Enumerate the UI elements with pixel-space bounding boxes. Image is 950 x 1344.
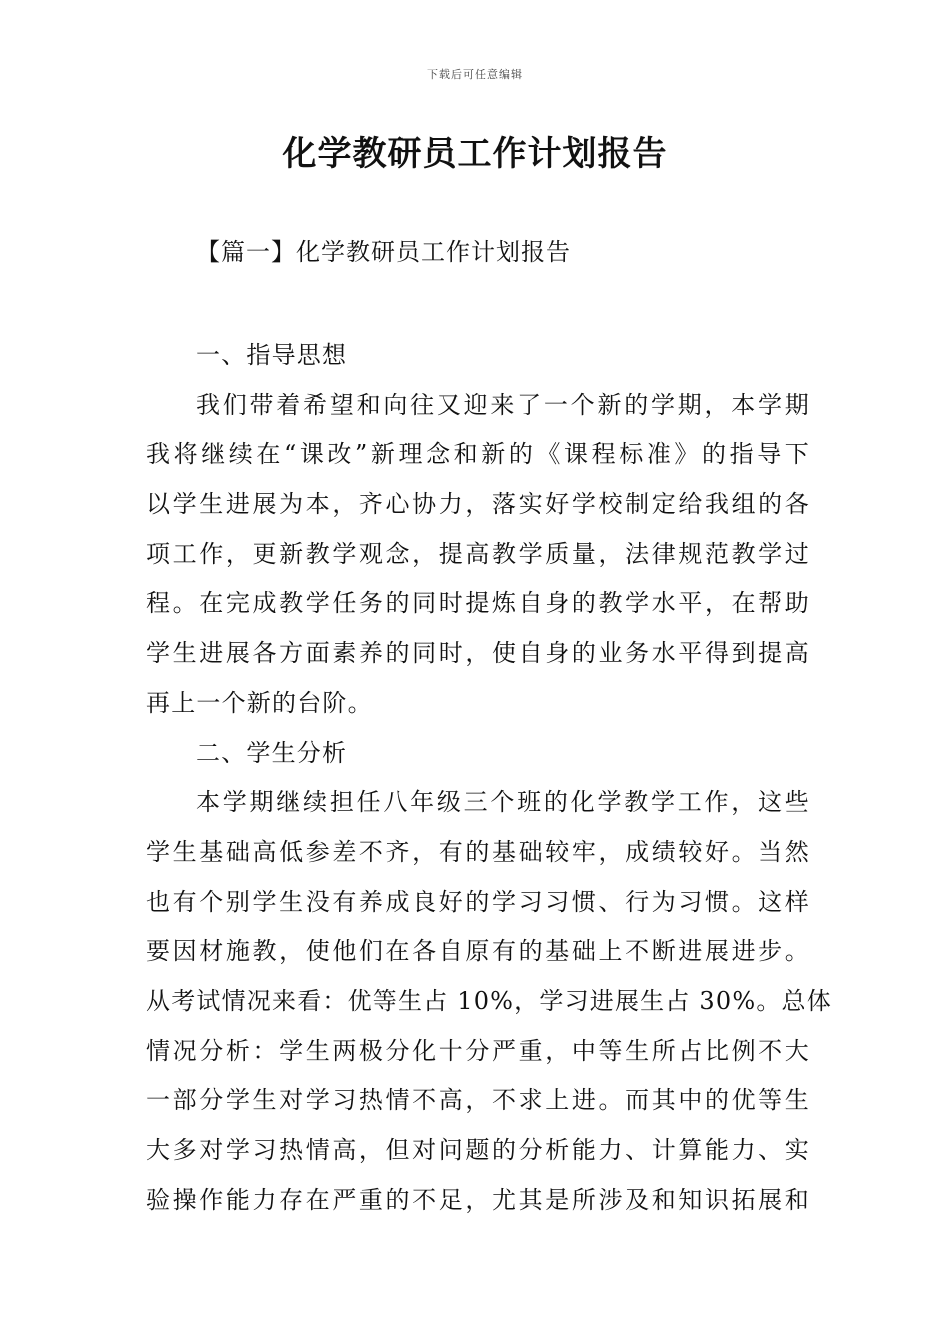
paragraph-line: 大多对学习热情高，但对问题的分析能力、计算能力、实 bbox=[146, 1136, 810, 1164]
paragraph-line: 本学期继续担任八年级三个班的化学教学工作，这些 bbox=[196, 788, 810, 817]
section-heading: 【篇一】化学教研员工作计划报告 bbox=[196, 238, 571, 266]
paragraph-line: 我们带着希望和向往又迎来了一个新的学期，本学期 bbox=[196, 390, 810, 419]
paragraph-line: 学生进展各方面素养的同时，使自身的业务水平得到提高 bbox=[146, 639, 810, 668]
paragraph-line: 情况分析：学生两极分化十分严重，中等生所占比例不大 bbox=[146, 1036, 810, 1065]
paragraph-line: 学生基础高低参差不齐，有的基础较牢，成绩较好。当然 bbox=[146, 837, 810, 866]
document-body bbox=[146, 331, 832, 1225]
heading-guiding-thought: 一、指导思想 bbox=[196, 341, 348, 369]
paragraph-line: 项工作，更新教学观念，提高教学质量，法律规范教学过 bbox=[146, 539, 810, 568]
paragraph-line: 程。在完成教学任务的同时提炼自身的教学水平，在帮助 bbox=[146, 589, 810, 618]
paragraph-line: 我将继续在“课改”新理念和新的《课程标准》的指导下 bbox=[146, 440, 810, 469]
document-title: 化学教研员工作计划报告 bbox=[282, 134, 668, 174]
heading-student-analysis: 二、学生分析 bbox=[196, 738, 348, 767]
paragraph-line: 验操作能力存在严重的不足，尤其是所涉及和知识拓展和 bbox=[146, 1185, 810, 1214]
paragraph-line: 要因材施教，使他们在各自原有的基础上不断进展进步。 bbox=[146, 937, 810, 966]
paragraph-line: 一部分学生对学习热情不高，不求上进。而其中的优等生 bbox=[146, 1086, 810, 1115]
paragraph-line: 也有个别学生没有养成良好的学习习惯、行为习惯。这样 bbox=[146, 887, 810, 916]
paragraph-line: 再上一个新的台阶。 bbox=[146, 688, 373, 717]
paragraph-line: 从考试情况来看：优等生占 10%，学习进展生占 30%。总体 bbox=[146, 986, 832, 1015]
paragraph-line: 以学生进展为本，齐心协力，落实好学校制定给我组的各 bbox=[146, 490, 810, 519]
header-note: 下载后可任意编辑 bbox=[427, 68, 523, 81]
